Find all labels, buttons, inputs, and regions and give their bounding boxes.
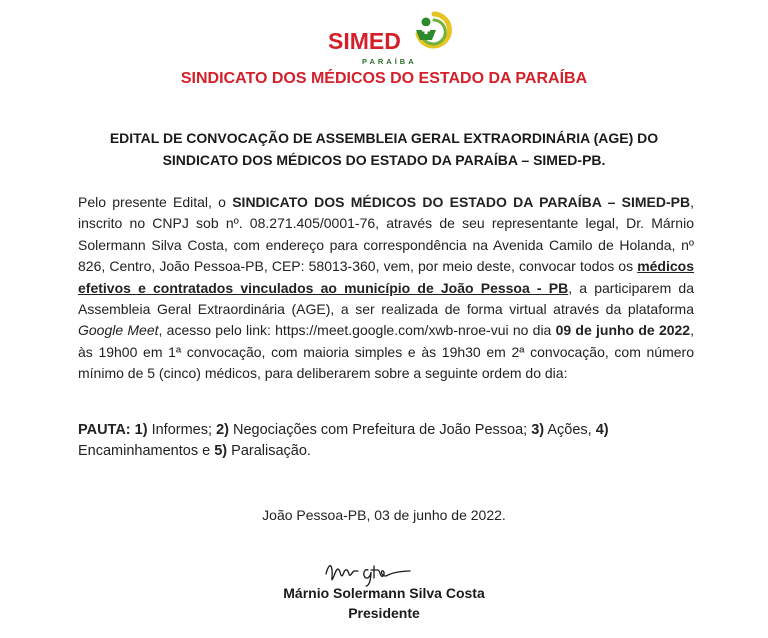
- logo-subtext: PARAÍBA: [362, 57, 417, 66]
- simed-logo: [322, 8, 452, 68]
- place-and-date: João Pessoa-PB, 03 de junho de 2022.: [262, 507, 506, 523]
- agenda-label: PAUTA:: [78, 422, 131, 438]
- body-text-3: , a participarem da Assembleia Geral Extraordinária (AGE), a ser realizada de forma virtual através da plataforma: [78, 279, 694, 318]
- agenda-number-5: 5): [214, 443, 228, 459]
- agenda-number-3: 3): [531, 422, 545, 438]
- convoked-doctors: médicos efetivos e contratados vinculados ao município de João Pessoa - PB: [78, 258, 694, 296]
- agenda-item-5: Paralisação.: [227, 443, 311, 459]
- signer-role: Presidente: [348, 605, 420, 621]
- doctor-emblem-icon: [408, 8, 454, 54]
- meeting-date: 09 de junho de 2022: [555, 322, 691, 339]
- body-text-4: , acesso pelo link: https://meet.google.com/xwb-nroe-vui no dia: [158, 322, 556, 339]
- title-line-1: EDITAL DE CONVOCAÇÃO DE ASSEMBLEIA GERAL EXTRAORDINÁRIA (AGE) DO: [109, 130, 659, 146]
- logo-text: SIMED: [328, 28, 401, 54]
- body-text-5: , às 19h00 em 1ª convocação, com maioria simples e às 19h30 em 2ª convocação, com número mínimo de 5 (cinco) médicos, para deliberarem sobre a seguinte ordem do dia:: [78, 322, 694, 382]
- platform-name: Google Meet: [78, 322, 159, 339]
- union-name-inline: SINDICATO DOS MÉDICOS DO ESTADO DA PARAÍBA – SIMED-PB: [232, 194, 691, 210]
- agenda-number-4: 4): [595, 422, 609, 438]
- agenda-item-3: Ações,: [544, 422, 596, 438]
- agenda-item-2: Negociações com Prefeitura de João Pessoa;: [228, 422, 532, 438]
- agenda-item-1: Informes;: [147, 422, 217, 438]
- body-paragraph: [78, 192, 694, 385]
- union-name-heading: SINDICATO DOS MÉDICOS DO ESTADO DA PARAÍBA: [180, 70, 588, 87]
- title-line-2: SINDICATO DOS MÉDICOS DO ESTADO DA PARAÍBA – SIMED-PB.: [162, 152, 606, 168]
- agenda: [78, 420, 694, 462]
- body-text-2: , inscrito no CNPJ sob nº. 08.271.405/0001-76, através de seu representante legal, Dr. Márnio Solermann Silva Costa, com endereço para correspondência na Avenida Camilo de Holanda, nº 826, Centro, João Pessoa-PB, CEP: 58013-360, vem, por meio deste, convocar todos os: [78, 194, 694, 275]
- agenda-number-2: 2): [216, 422, 229, 438]
- document-title: [60, 127, 708, 171]
- agenda-number-1: 1): [134, 422, 148, 438]
- body-text-1: Pelo presente Edital, o: [78, 194, 233, 210]
- agenda-item-4: Encaminhamentos e: [78, 443, 215, 459]
- signer-name: Márnio Solermann Silva Costa: [283, 585, 485, 601]
